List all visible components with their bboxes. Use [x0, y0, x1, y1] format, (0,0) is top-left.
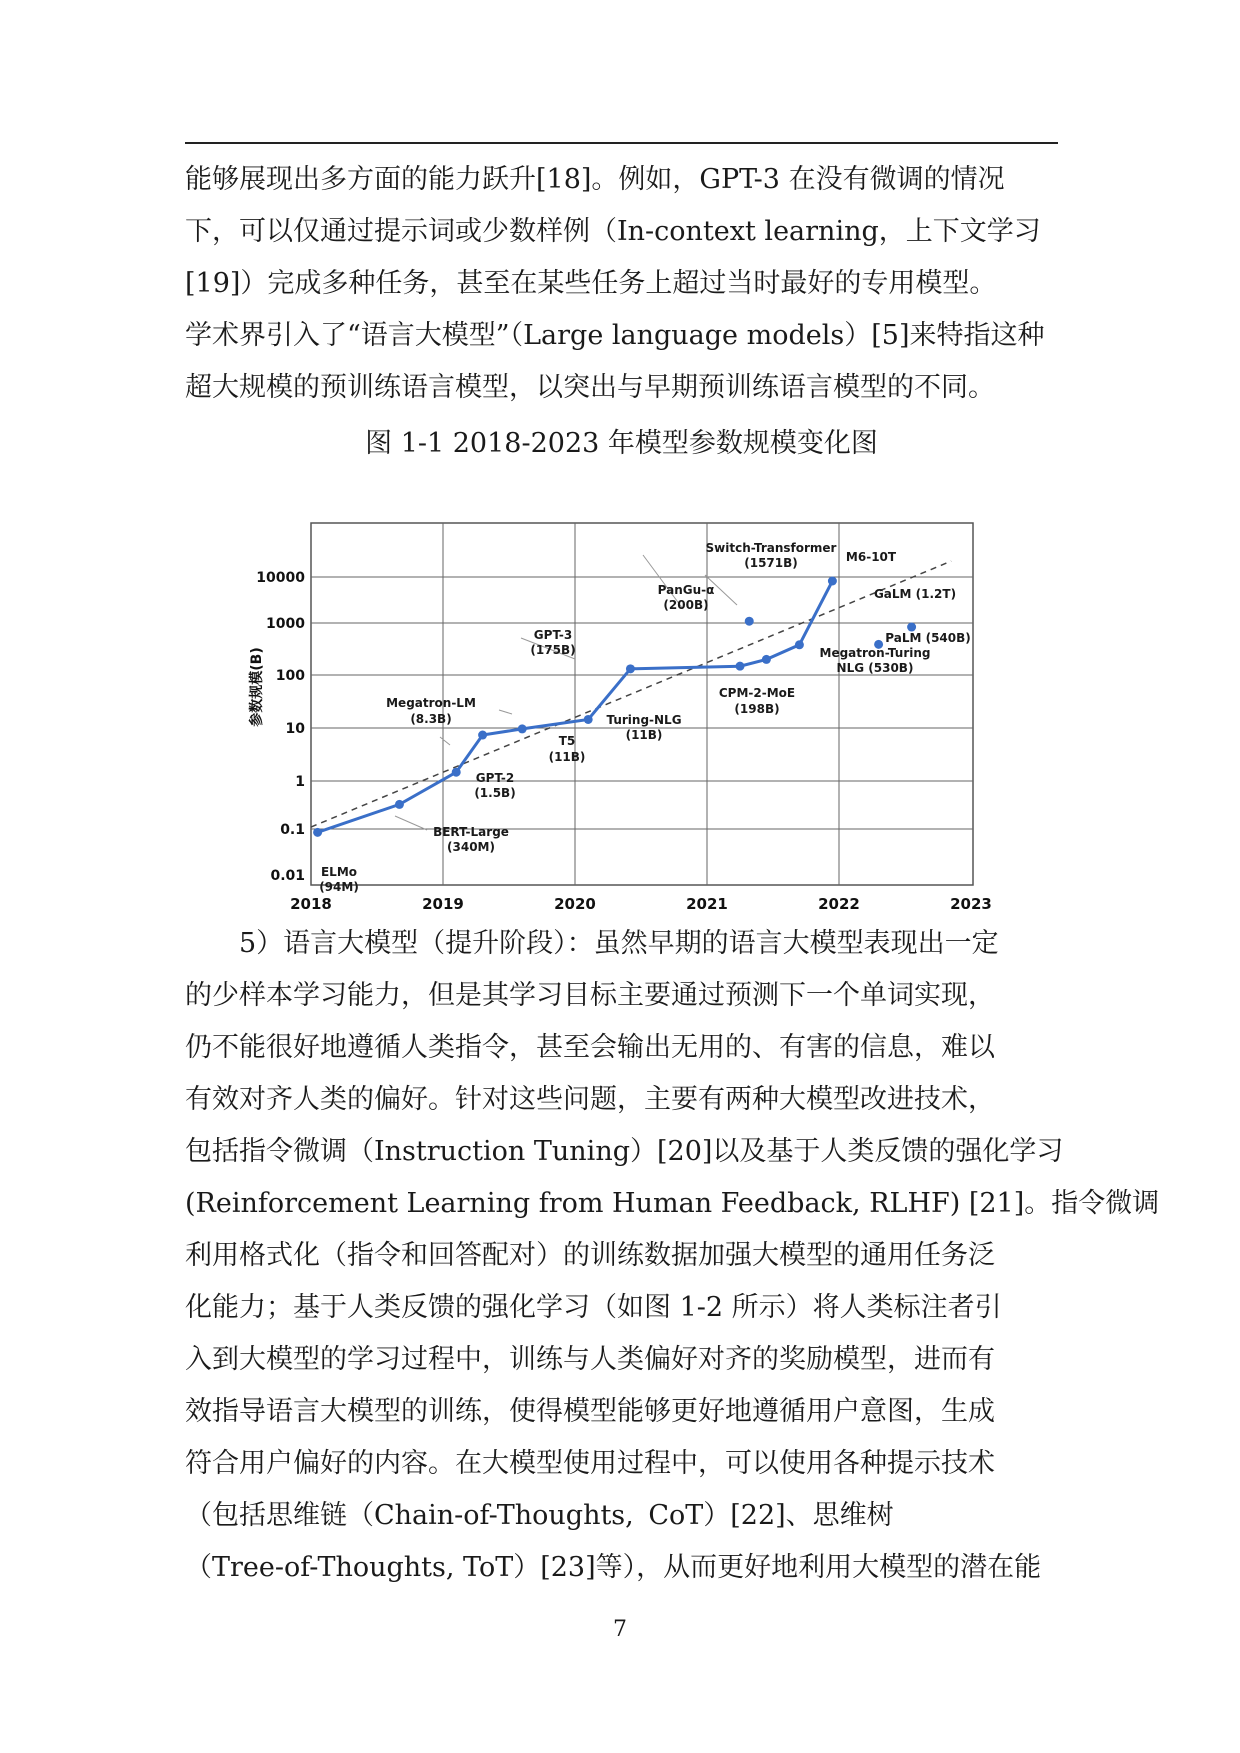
label-m6-name: M6-10T [845, 550, 897, 564]
data-point [828, 577, 837, 586]
x-tick-label: 2022 [818, 895, 860, 913]
y-tick-label: 0.1 [280, 822, 305, 838]
label-switch-name: Switch-Transformer [705, 541, 837, 555]
label-switch-params: (1571B) [744, 556, 798, 570]
data-point [626, 664, 635, 673]
data-point [452, 768, 461, 777]
x-tick-label: 2018 [290, 895, 332, 913]
text-line: 利用格式化（指令和回答配对）的训练数据加强大模型的通用任务泛 [185, 1240, 995, 1271]
label-palm-name: PaLM (540B) [885, 631, 971, 645]
label-megatron-turing-name: Megatron-Turing [819, 646, 931, 660]
label-turing-nlg-name: Turing-NLG [606, 713, 682, 727]
data-point [745, 617, 754, 626]
text-line: 入到大模型的学习过程中，训练与人类偏好对齐的奖励模型，进而有 [185, 1344, 995, 1375]
y-tick-label: 1000 [266, 616, 305, 632]
label-turing-nlg-params: (11B) [625, 728, 663, 742]
x-tick-label: 2023 [950, 895, 992, 913]
label-gpt3-name: GPT-3 [533, 628, 573, 642]
label-megatron-lm-params: (8.3B) [410, 712, 452, 726]
data-point [478, 731, 487, 740]
data-point [795, 640, 804, 649]
label-gpt3-params: (175B) [530, 643, 576, 657]
data-point [762, 655, 771, 664]
data-point [736, 662, 745, 671]
y-tick-label: 0.01 [270, 868, 305, 884]
text-line: 的少样本学习能力，但是其学习目标主要通过预测下一个单词实现， [185, 980, 995, 1011]
label-gpt2-params: (1.5B) [474, 786, 516, 800]
data-point [395, 800, 404, 809]
label-elmo-params: (94M) [319, 880, 359, 894]
header-rule [185, 142, 1058, 144]
parameter-scale-chart [235, 505, 995, 925]
text-line: 效指导语言大模型的训练，使得模型能够更好地遵循用户意图，生成 [185, 1396, 995, 1427]
page-number: 7 [613, 1617, 627, 1642]
label-bert-name: BERT-Large [433, 825, 509, 839]
text-line: 能够展现出多方面的能力跃升[18]。例如，GPT-3 在没有微调的情况 [185, 164, 1005, 195]
x-tick-label: 2020 [554, 895, 596, 913]
text-line: （Tree-of-Thoughts, ToT）[23]等），从而更好地利用大模型的潜在能 [185, 1552, 1042, 1583]
label-gpt2-name: GPT-2 [475, 771, 515, 785]
text-line: 包括指令微调（Instruction Tuning）[20]以及基于人类反馈的强化学习 [185, 1136, 1064, 1167]
text-line: 5）语言大模型（提升阶段）：虽然早期的语言大模型表现出一定 [239, 928, 999, 959]
y-tick-label: 100 [275, 668, 305, 684]
text-line: 仍不能很好地遵循人类指令，甚至会输出无用的、有害的信息，难以 [185, 1032, 995, 1063]
paragraph-2 [185, 918, 1160, 1594]
label-cpm2-name: CPM-2-MoE [718, 686, 796, 700]
label-t5-params: (11B) [548, 750, 586, 764]
text-line: 学术界引入了“语言大模型”（Large language models）[5]来特指这种 [185, 320, 1045, 351]
text-line: (Reinforcement Learning from Human Feedback, RLHF) [21]。指令微调 [185, 1188, 1160, 1219]
y-axis-label: 参数规模(B) [249, 647, 265, 727]
x-tick-label: 2021 [686, 895, 728, 913]
label-pangu-params: (200B) [663, 598, 709, 612]
data-point [518, 724, 527, 733]
figure-caption: 图 1-1 2018-2023 年模型参数规模变化图 [365, 428, 878, 459]
paragraph-1 [185, 154, 1058, 414]
text-line: （包括思维链（Chain-of-Thoughts, CoT）[22]、思维树 [185, 1500, 894, 1531]
text-line: 化能力；基于人类反馈的强化学习（如图 1-2 所示）将人类标注者引 [185, 1292, 1002, 1323]
text-line: [19]）完成多种任务，甚至在某些任务上超过当时最好的专用模型。 [185, 268, 997, 299]
y-tick-label: 10000 [256, 570, 305, 586]
y-tick-label: 1 [295, 774, 305, 790]
label-megatron-turing-params: NLG (530B) [836, 661, 914, 675]
text-line: 符合用户偏好的内容。在大模型使用过程中，可以使用各种提示技术 [185, 1448, 995, 1479]
text-line: 下，可以仅通过提示词或少数样例（In-context learning，上下文学习 [185, 216, 1041, 247]
label-megatron-lm-name: Megatron-LM [386, 696, 476, 710]
x-tick-label: 2019 [422, 895, 464, 913]
text-line: 超大规模的预训练语言模型，以突出与早期预训练语言模型的不同。 [185, 372, 995, 403]
label-galm-name: GaLM (1.2T) [873, 587, 957, 601]
label-elmo-name: ELMo [320, 865, 358, 879]
y-tick-label: 10 [285, 721, 305, 737]
text-line: 有效对齐人类的偏好。针对这些问题，主要有两种大模型改进技术， [185, 1084, 995, 1115]
data-point [584, 715, 593, 724]
label-t5-name: T5 [558, 734, 576, 748]
data-point [313, 828, 322, 837]
label-pangu-name: PanGu-α [657, 583, 715, 597]
trend-line [311, 561, 951, 827]
label-bert-params: (340M) [447, 840, 495, 854]
label-cpm2-params: (198B) [734, 702, 780, 716]
